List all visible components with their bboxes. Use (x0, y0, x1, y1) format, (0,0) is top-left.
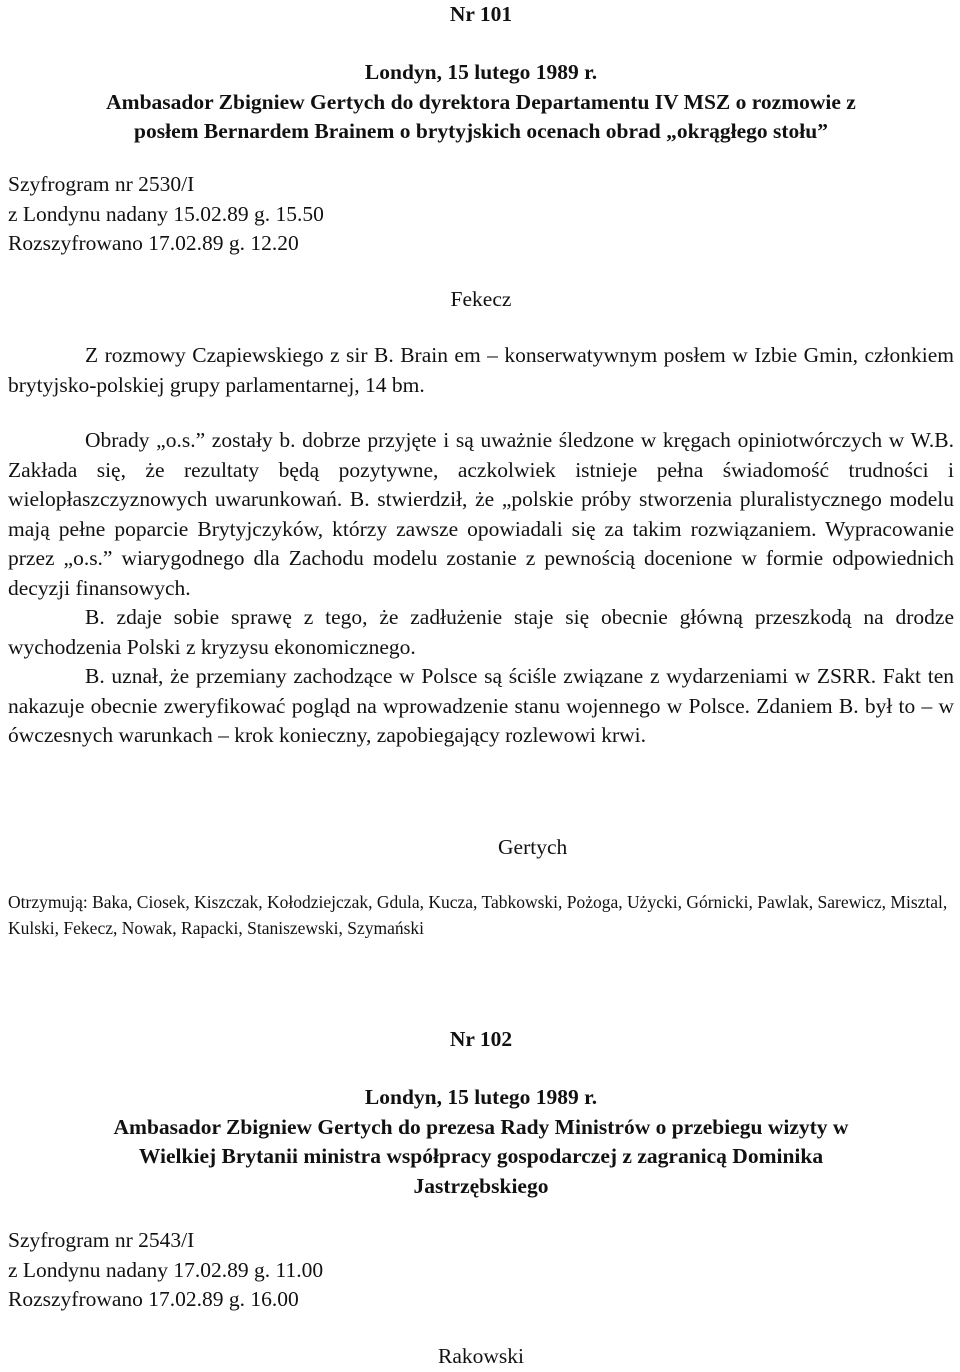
cipher-number: Szyfrogram nr 2530/I (8, 172, 195, 196)
signature: Gertych (498, 835, 568, 859)
addressee: Rakowski (438, 1344, 524, 1368)
decrypted-info: Rozszyfrowano 17.02.89 g. 12.20 (8, 231, 299, 255)
document-title-line: Ambasador Zbigniew Gertych do prezesa Rady Ministrów o przebiegu wizyty w (113, 1114, 849, 1139)
recipients-list: Otrzymują: Baka, Ciosek, Kiszczak, Kołodziejczak, Gdula, Kucza, Tabkowski, Pożoga, Użycki, Górnicki, Pawlak, Sarewicz, Misztal, Kulski, Fekecz, Nowak, Rapacki, Staniszewski, Szymański (8, 892, 948, 938)
document-date: Londyn, 15 lutego 1989 r. (364, 1085, 598, 1109)
cipher-metadata (8, 170, 954, 259)
document-number: Nr 102 (449, 1027, 513, 1051)
document-heading (8, 1083, 954, 1201)
decrypted-info: Rozszyfrowano 17.02.89 g. 16.00 (8, 1287, 299, 1311)
body-paragraph: B. zdaje sobie sprawę z tego, że zadłużenie staje się obecnie główną przeszkodą na drodze wychodzenia Polski z kryzysu ekonomicznego. (8, 605, 954, 659)
document-date: Londyn, 15 lutego 1989 r. (364, 60, 598, 84)
document-title-line: Ambasador Zbigniew Gertych do dyrektora Departamentu IV MSZ o rozmowie z (106, 89, 856, 114)
document-heading (8, 58, 954, 147)
body-paragraph: Z rozmowy Czapiewskiego z sir B. Brain em – konserwatywnym posłem w Izbie Gmin, członkiem brytyjsko-polskiej grupy parlamentarnej, 14 bm. (8, 343, 954, 397)
body-paragraph: B. uznał, że przemiany zachodzące w Polsce są ściśle związane z wydarzeniami w ZSRR. Fakt ten nakazuje obecnie zweryfikować pogląd na wprowadzenie stanu wojennego w Polsce. Zdaniem B. był to – w ówczesnych warunkach – krok konieczny, zapobiegający rozlewowi krwi. (8, 664, 954, 747)
cipher-metadata (8, 1226, 954, 1315)
cipher-number: Szyfrogram nr 2543/I (8, 1228, 195, 1252)
document-number: Nr 101 (449, 2, 513, 26)
sent-info: z Londynu nadany 15.02.89 g. 15.50 (8, 201, 324, 226)
document-title-line: Wielkiej Brytanii ministra współpracy gospodarczej z zagranicą Dominika (138, 1144, 824, 1168)
sent-info: z Londynu nadany 17.02.89 g. 11.00 (8, 1257, 324, 1282)
document-title-line: posłem Bernardem Brainem o brytyjskich ocenach obrad „okrągłego stołu” (134, 119, 828, 143)
document-title-line: Jastrzębskiego (413, 1173, 549, 1198)
body-paragraph: Obrady „o.s.” zostały b. dobrze przyjęte i są uważnie śledzone w kręgach opiniotwórczych w W.B. Zakłada się, że rezultaty będą pozytywne, aczkolwiek istnieje pełna świadomość trudności i wielopłaszczyznowych uwarunkowań. B. stwierdził, że „polskie próby stworzenia pluralistycznego modelu mają pełne poparcie Brytyjczyków, którzy zawsze opowiadali się za takim rozwiązaniem. Wypracowanie przez „o.s.” wiarygodnego dla Zachodu modelu zostanie z pewnością docenione w formie odpowiednich decyzji finansowych. (8, 428, 954, 600)
addressee: Fekecz (450, 287, 512, 311)
document-body (8, 341, 954, 751)
